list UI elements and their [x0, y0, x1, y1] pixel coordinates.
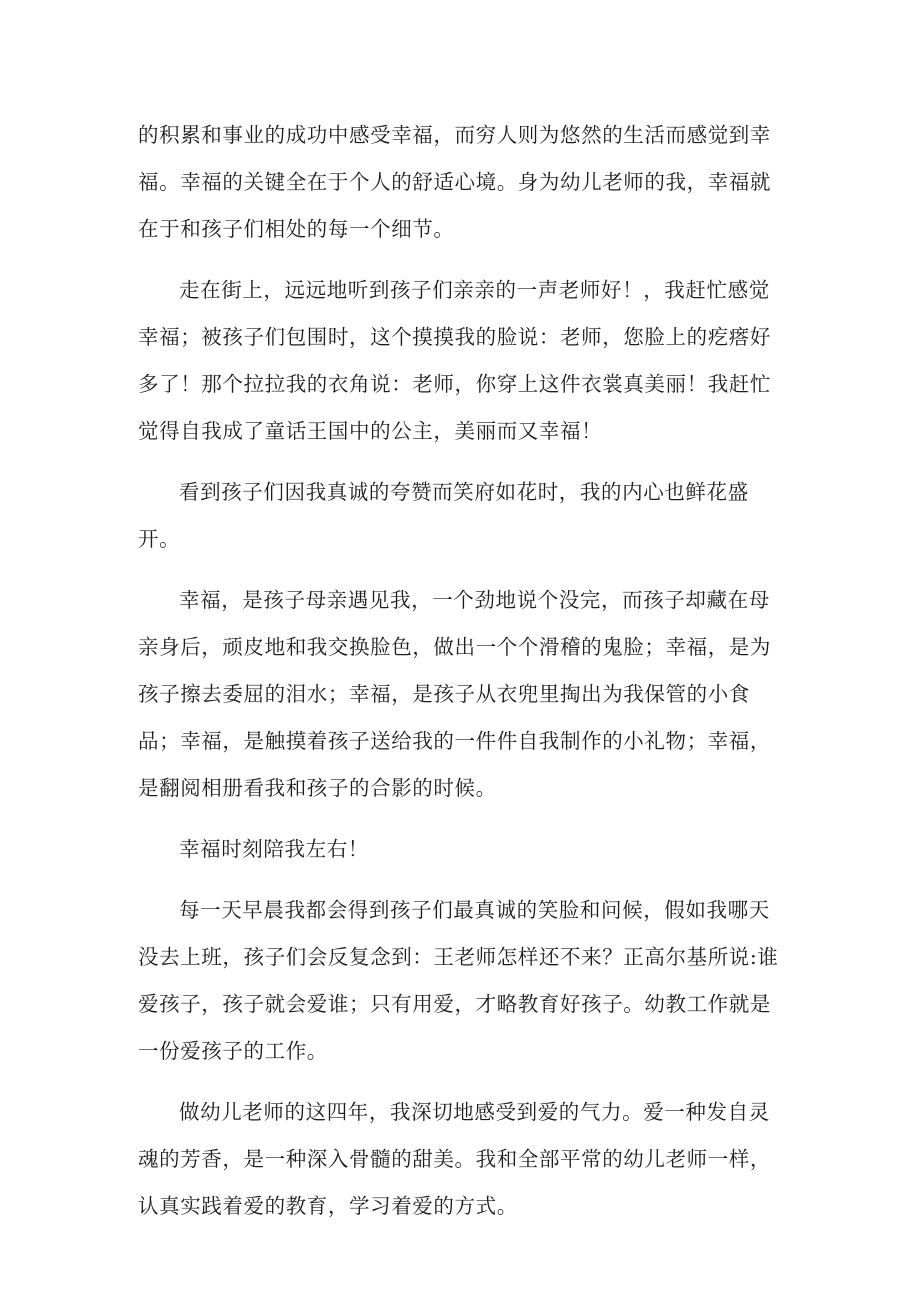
- document-body: [138, 112, 786, 1244]
- paragraph-2: 走在街上，远远地听到孩子们亲亲的一声老师好！，我赶忙感觉幸福；被孩子们包围时，这个摸摸我的脸说：老师，您脸上的疙瘩好多了！那个拉拉我的衣角说：老师，你穿上这件衣裳真美丽！我赶忙觉得自我成了童话王国中的公主，美丽而又幸福！: [138, 278, 771, 443]
- paragraph-5: 幸福时刻陪我左右！: [179, 837, 369, 861]
- paragraph-3: 看到孩子们因我真诚的夸赞而笑府如花时，我的内心也鲜花盛开。: [138, 480, 749, 551]
- paragraph-7: 做幼儿老师的这四年，我深切地感受到爱的气力。爱一种发自灵魂的芳香，是一种深入骨髓的甜美。我和全部平常的幼儿老师一样，认真实践着爱的教育，学习着爱的方式。: [138, 1100, 771, 1218]
- paragraph-1: 的积累和事业的成功中感受幸福，而穷人则为悠然的生活而感觉到幸福。幸福的关键全在于个人的舒适心境。身为幼儿老师的我，幸福就在于和孩子们相处的每一个细节。: [138, 123, 771, 241]
- paragraph-4: 幸福，是孩子母亲遇见我，一个劲地说个没完，而孩子却藏在母亲身后，顽皮地和我交换脸色，做出一个个滑稽的鬼脸；幸福，是为孩子擦去委屈的泪水；幸福，是孩子从衣兜里掏出为我保管的小食品；幸福，是触摸着孩子送给我的一件件自我制作的小礼物；幸福，是翻阅相册看我和孩子的合影的时候。: [138, 588, 771, 800]
- paragraph-6: 每一天早晨我都会得到孩子们最真诚的笑脸和问候，假如我哪天没去上班，孩子们会反复念到：王老师怎样还不来？正高尔基所说:谁爱孩子，孩子就会爱谁；只有用爱，才略教育好孩子。幼教工作就是一份爱孩子的工作。: [138, 898, 779, 1063]
